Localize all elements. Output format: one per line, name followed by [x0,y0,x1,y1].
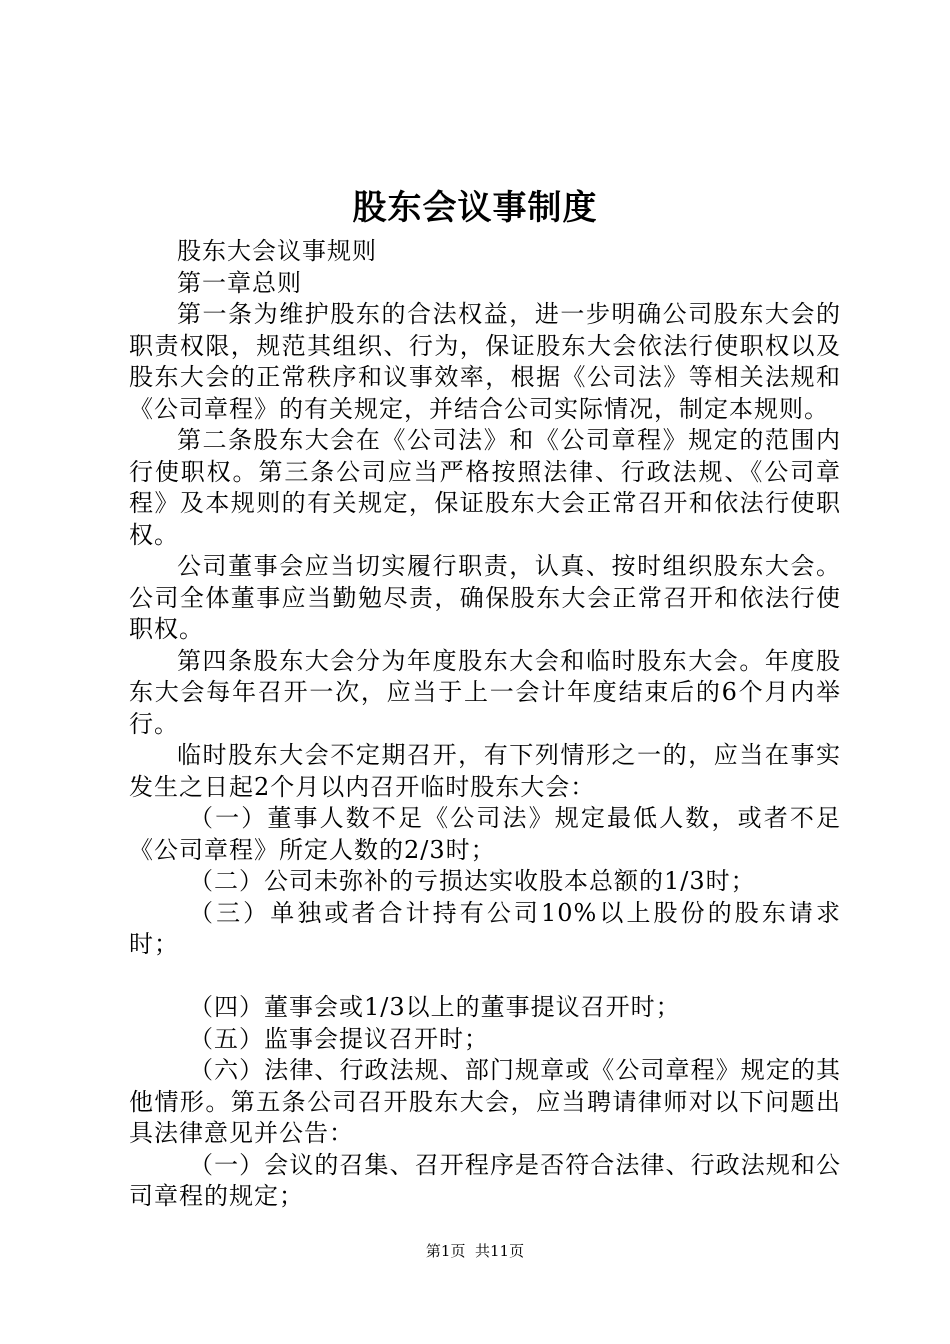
list-item: （三）单独或者合计持有公司10%以上股份的股东请求时； [129,898,841,958]
list-item: （一）会议的召集、召开程序是否符合法律、行政法规和公司章程的规定； [129,1150,841,1210]
paragraph-article-2-3: 第二条股东大会在《公司法》和《公司章程》规定的范围内行使职权。第三条公司应当严格按照法律、行政法规、《公司章程》及本规则的有关规定，保证股东大会正常召开和依法行使职权。 [129,426,841,549]
document-title: 股东会议事制度 [352,188,598,228]
paragraph-article-1: 第一条为维护股东的合法权益，进一步明确公司股东大会的职责权限，规范其组织、行为，保证股东大会依法行使职权以及股东大会的正常秩序和议事效率，根据《公司法》等相关法规和《公司章程》的有关规定，并结合公司实际情况，制定本规则。 [129,300,841,423]
paragraph-board-duty: 公司董事会应当切实履行职责，认真、按时组织股东大会。公司全体董事应当勤勉尽责，确保股东大会正常召开和依法行使职权。 [129,552,841,643]
list-item: （二）公司未弥补的亏损达实收股本总额的1/3时； [189,867,756,895]
paragraph-interim-meeting: 临时股东大会不定期召开，有下列情形之一的，应当在事实发生之日起2个月以内召开临时股东大会： [129,741,841,801]
paragraph-rules-heading: 股东大会议事规则 [177,237,377,265]
paragraph-chapter-heading: 第一章总则 [177,268,302,297]
list-item: （六）法律、行政法规、部门规章或《公司章程》规定的其他情形。第五条公司召开股东大会，应当聘请律师对以下问题出具法律意见并公告： [129,1056,841,1147]
blank-line [129,961,841,993]
paragraph-article-4: 第四条股东大会分为年度股东大会和临时股东大会。年度股东大会每年召开一次，应当于上一会计年度结束后的6个月内举行。 [129,646,841,738]
list-item: （四）董事会或1/3以上的董事提议召开时； [189,993,681,1021]
list-item: （五）监事会提议召开时； [189,1024,489,1053]
page-number-footer: 第1页 共11页 [425,1242,525,1260]
list-item: （一）董事人数不足《公司法》规定最低人数，或者不足《公司章程》所定人数的2/3时； [129,804,841,864]
document-body [129,236,841,1213]
